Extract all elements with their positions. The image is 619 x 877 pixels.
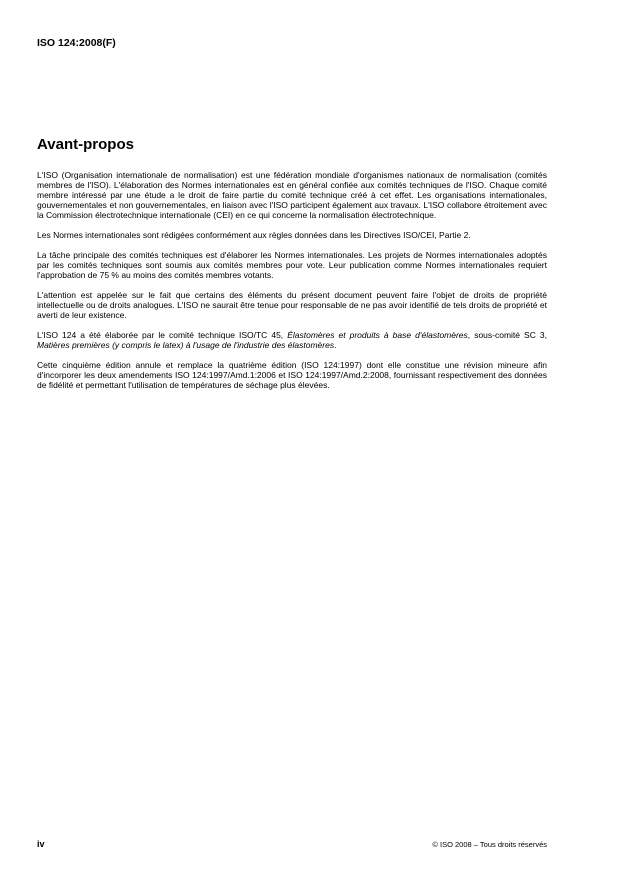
section-title: Avant-propos: [37, 136, 134, 153]
committee-title: Élastomères et produits à base d'élastomères: [287, 330, 468, 340]
paragraph-prepared-by: [37, 330, 547, 350]
subcommittee-title: Matières premières (y compris le latex) à l'usage de l'industrie des élastomères: [37, 340, 335, 350]
paragraph-organisation: L'ISO (Organisation internationale de normalisation) est une fédération mondiale d'organismes nationaux de normalisation (comités membres de l'ISO). L'élaboration des Normes internationales est en général confiée aux comités techniques de l'ISO. Chaque comité membre intéressé par une étude a le droit de faire partie du comité technique créé à cet effet. Les organisations internationales, gouvernementales et non gouvernementales, en liaison avec l'ISO participent également aux travaux. L'ISO collabore étroitement avec la Commission électrotechnique internationale (CEI) en ce qui concerne la normalisation électrotechnique.: [37, 170, 547, 220]
paragraph-directives: Les Normes internationales sont rédigées conformément aux règles données dans les Directives ISO/CEI, Partie 2.: [37, 230, 471, 240]
period: .: [334, 340, 337, 350]
copyright-notice: © ISO 2008 – Tous droits réservés: [432, 840, 547, 849]
document-id: ISO 124:2008(F): [37, 37, 116, 49]
paragraph-committees: La tâche principale des comités techniques est d'élaborer les Normes internationales. Les projets de Normes internationales adoptés par les comités techniques sont soumis aux comités membres pour vote. Leur publication comme Normes internationales requiert l'approbation de 75 % au moins des comités membres votants.: [37, 250, 547, 280]
paragraph-patents: L'attention est appelée sur le fait que certains des éléments du présent document peuvent faire l'objet de droits de propriété intellectuelle ou de droits analogues. L'ISO ne saurait être tenue pour responsable de ne pas avoir identifié de tels droits de propriété et averti de leur existence.: [37, 290, 547, 320]
paragraph-edition: Cette cinquième édition annule et remplace la quatrième édition (ISO 124:1997) dont elle constitue une révision mineure afin d'incorporer les deux amendements ISO 124:1997/Amd.1:2006 et ISO 124:1997/Amd.2:2008, fournissant respectivement des données de fidélité et permettant l'utilisation de températures de séchage plus élevées.: [37, 360, 547, 390]
prepared-by-text: L'ISO 124 a été élaborée par le comité technique ISO/TC 45,: [37, 330, 288, 340]
foreword-body: [37, 170, 547, 400]
page-number: iv: [37, 839, 45, 849]
subcommittee-text: , sous-comité SC 3,: [467, 330, 547, 340]
